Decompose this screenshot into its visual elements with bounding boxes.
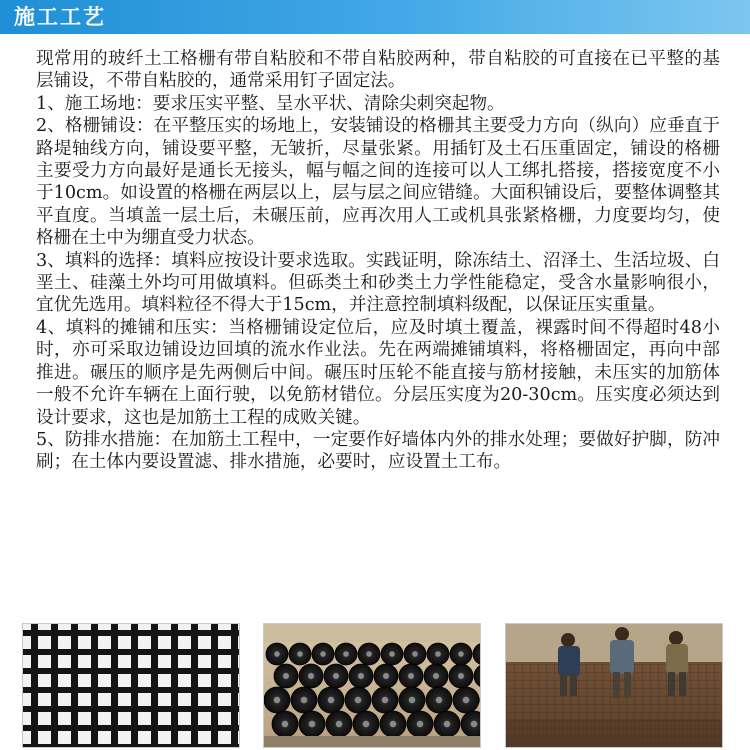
geogrid-mesh-photo — [22, 623, 240, 748]
photo-strip — [0, 617, 750, 750]
site-installation-image — [506, 624, 723, 748]
geogrid-rolls-photo — [263, 623, 481, 748]
site-installation-photo — [505, 623, 723, 748]
step-2-paragraph: 2、格栅铺设：在平整压实的场地上，安装铺设的格栅其主要受力方向（纵向）应垂直于路堤轴线方向，铺设要平整，无皱折，尽量张紧。用插钉及土石压重固定，铺设的格栅主要受力方向最好是通长无接头，幅与幅之间的连接可以人工绑扎搭接，搭接宽度不小于10cm。如设置的格栅在两层以上，层与层之间应错缝。大面积铺设后，要整体调整其平直度。当填盖一层土后，未碾压前，应再次用人工或机具张紧格栅，力度要均匀，使格栅在土中为绷直受力状态。 — [36, 116, 720, 249]
section-title: 施工工艺 — [14, 5, 106, 29]
article-body — [36, 48, 720, 474]
step-5-paragraph: 5、防排水措施：在加筋土工程中，一定要作好墙体内外的排水处理；要做好护脚，防冲刷；在土体内要设置滤、排水措施，必要时，应设置土工布。 — [36, 429, 720, 473]
header-bar — [0, 0, 750, 34]
step-4-paragraph: 4、填料的摊铺和压实：当格栅铺设定位后，应及时填土覆盖，裸露时间不得超时48小时，亦可采取边铺设边回填的流水作业法。先在两端摊铺填料，将格栅固定，再向中部推进。碾压的顺序是先两侧后中间。碾压时压轮不能直接与筋材接触，未压实的加筋体一般不允许车辆在上面行驶，以免筋材错位。分层压实度为20-30cm。压实度必须达到设计要求，这也是加筋土工程的成败关键。 — [36, 317, 720, 428]
geogrid-rolls-image — [264, 624, 481, 748]
step-1-paragraph: 1、施工场地：要求压实平整、呈水平状、清除尖刺突起物。 — [36, 93, 505, 114]
geogrid-mesh-image — [23, 624, 240, 748]
step-3-paragraph: 3、填料的选择：填料应按设计要求选取。实践证明，除冻结土、沼泽土、生活垃圾、白垩土、硅藻土外均可用做填料。但砾类土和砂类土力学性能稳定，受含水量影响很小，宜优先选用。填料粒径不得大于15cm，并注意控制填料级配，以保证压实重量。 — [36, 250, 720, 316]
intro-paragraph: 现常用的玻纤土工格栅有带自粘胶和不带自粘胶两种，带自粘胶的可直接在已平整的基层铺设，不带自粘胶的，通常采用钉子固定法。 — [36, 49, 720, 92]
